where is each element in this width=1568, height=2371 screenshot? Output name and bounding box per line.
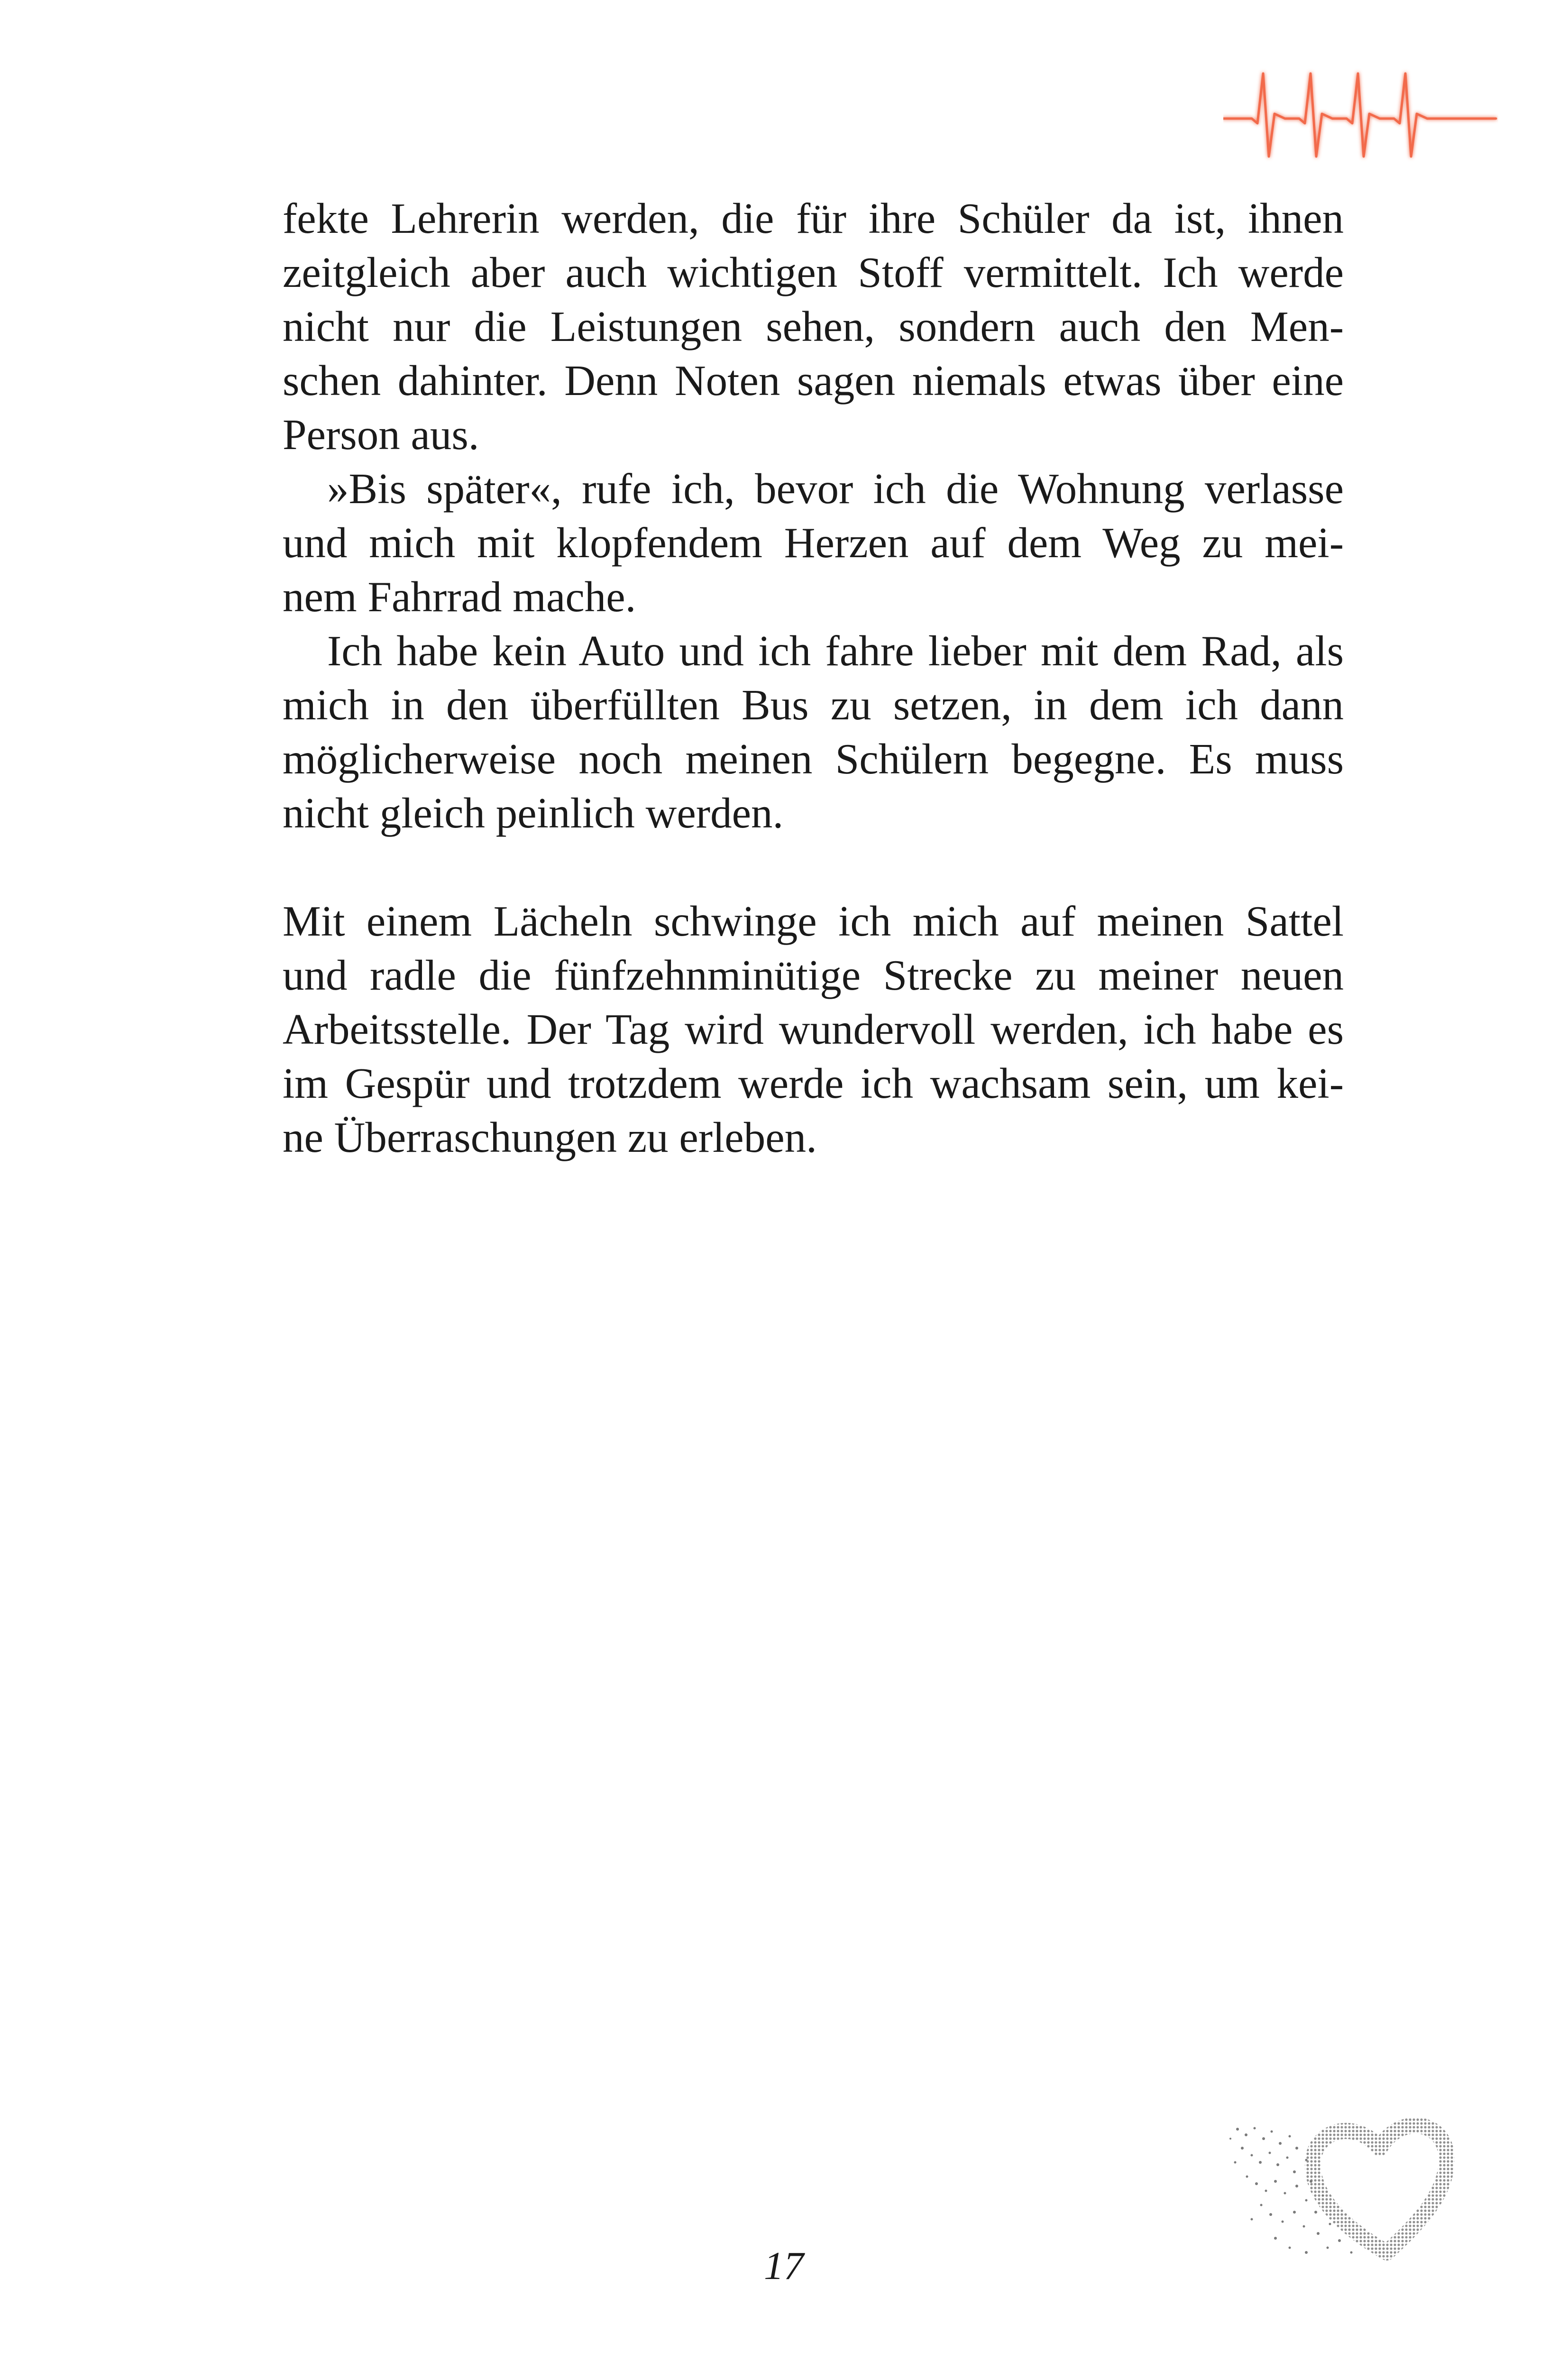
heartbeat-line-icon (1223, 66, 1498, 166)
paragraph (283, 192, 1344, 462)
paragraph (283, 624, 1344, 840)
text-line: Person aus. (283, 411, 479, 459)
text-line: Ich habe kein Auto und ich fahre lieber mit dem Rad, als (327, 627, 1344, 675)
text-line: und mich mit klopfendem Herzen auf dem Weg zu mei- (283, 519, 1344, 567)
text-line: ne Überraschungen zu erleben. (283, 1113, 817, 1161)
paragraph (283, 462, 1344, 624)
text-line: nem Fahrrad mache. (283, 573, 636, 621)
text-line: und radle die fünfzehnminütige Strecke zu meiner neuen (283, 951, 1344, 999)
text-line: mich in den überfüllten Bus zu setzen, in dem ich dann (283, 681, 1344, 729)
body-text (283, 192, 1344, 1165)
page-number: 17 (764, 2244, 804, 2288)
text-line: schen dahinter. Denn Noten sagen niemals etwas über eine (283, 357, 1344, 404)
text-line: zeitgleich aber auch wichtigen Stoff vermittelt. Ich werde (283, 248, 1344, 296)
scattered-dots (1229, 2127, 1353, 2254)
paragraph (283, 894, 1344, 1165)
text-line: nicht gleich peinlich werden. (283, 789, 784, 837)
text-line: fekte Lehrerin werden, die für ihre Schüler da ist, ihnen (283, 194, 1344, 242)
text-line: »Bis später«, rufe ich, bevor ich die Wohnung verlasse (327, 465, 1344, 513)
text-line: nicht nur die Leistungen sehen, sondern auch den Men- (283, 303, 1344, 350)
text-line: möglicherweise noch meinen Schülern begegne. Es muss (283, 735, 1344, 783)
text-line: Arbeitsstelle. Der Tag wird wundervoll werden, ich habe es (283, 1005, 1344, 1053)
text-line: Mit einem Lächeln schwinge ich mich auf meinen Sattel (283, 897, 1344, 945)
dotted-heart-icon (1219, 2110, 1475, 2267)
text-line: im Gespür und trotzdem werde ich wachsam sein, um kei- (283, 1059, 1344, 1107)
section-break (283, 840, 1344, 894)
